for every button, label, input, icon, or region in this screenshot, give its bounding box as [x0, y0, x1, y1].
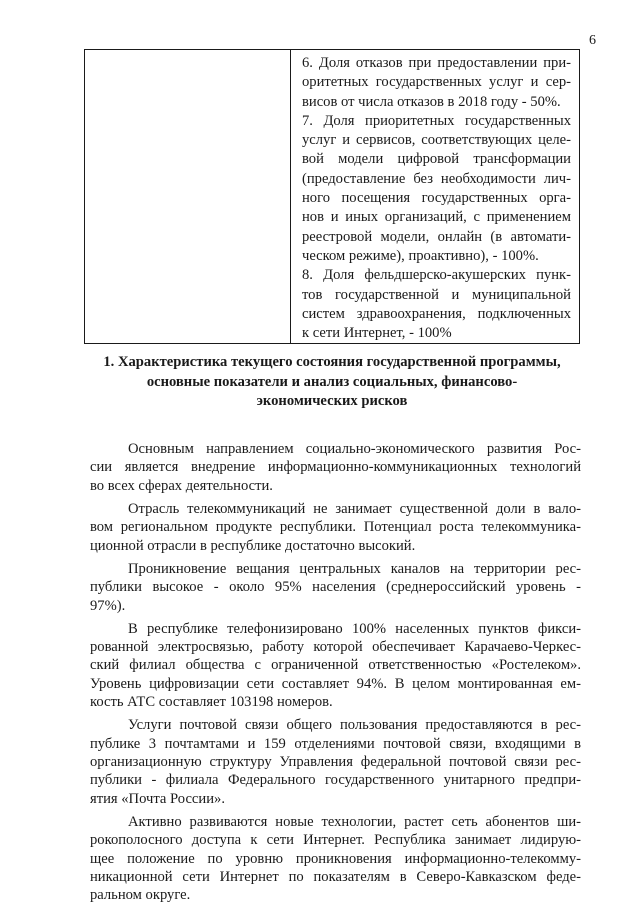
table-cell-line: висов от числа отказов в 2018 году - 50%.: [302, 93, 561, 110]
paragraph-line: Отрасль телекоммуникаций не занимает существенной доли в вало-: [128, 500, 581, 517]
paragraph-line: В республике телефонизировано 100% населенных пунктов фикси-: [128, 620, 581, 637]
paragraph: [90, 440, 581, 495]
paragraph-line: ский филиал общества с ограниченной ответственностью «Ростелеком».: [90, 657, 581, 674]
section-heading: [84, 353, 580, 412]
paragraph-line: Активно развиваются новые технологии, растет сеть абонентов ши-: [128, 813, 581, 830]
paragraph-line: ционной отрасли в республике достаточно высокий.: [90, 537, 416, 554]
table-cell-line: реестровой модели, онлайн (в автомати-: [302, 228, 571, 245]
paragraph-line: Услуги почтовой связи общего пользования предоставляются в рес-: [128, 717, 581, 734]
paragraph-line: во всех сферах деятельности.: [90, 477, 273, 494]
section-heading-line: 1. Характеристика текущего состояния государственной программы,: [103, 354, 561, 370]
paragraph: [90, 620, 581, 712]
table-cell-line: 8. Доля фельдшерско-акушерских пунк-: [302, 267, 571, 284]
table-cell-line: нов и иных организаций, с применением: [302, 209, 571, 226]
table-cell-line: ного посещения государственных орга-: [302, 190, 571, 207]
table-cell-empty: [85, 50, 291, 344]
table-cell-line: вой модели цифровой трансформации: [302, 151, 571, 168]
paragraph-line: рованной электросвязью, работу которой обеспечивает Карачаево-Черкес-: [90, 638, 581, 655]
paragraph: [90, 716, 581, 808]
table-cell-line: оритетных государственных услуг и сер-: [302, 74, 571, 91]
table-cell-line: систем здравоохранения, подключенных: [302, 305, 571, 322]
paragraph-line: никационной сети Интернет по показателям в Северо-Кавказском феде-: [90, 869, 581, 886]
indicators-table: [84, 49, 580, 344]
section-heading-line: основные показатели и анализ социальных, финансово-: [146, 373, 518, 390]
paragraph-line: щее положение по уровню проникновения информационно-телекомму-: [90, 850, 581, 867]
table-cell-line: услуг и сервисов, соответствующих целе-: [302, 132, 571, 149]
table-cell-indicators: [291, 50, 580, 344]
paragraph: [90, 560, 581, 615]
paragraph-line: публики высокое - около 95% населения (среднероссийский уровень -: [90, 579, 581, 596]
table-cell-line: к сети Интернет, - 100%: [302, 325, 452, 342]
paragraph: [90, 500, 581, 555]
paragraph: [90, 813, 581, 905]
paragraph-line: организационную структуру Управления федеральной почтовой связи рес-: [90, 754, 581, 770]
paragraph-line: ятия «Почта России».: [90, 790, 225, 807]
paragraph-line: публике 3 почтамтами и 159 отделениями почтовой связи, входящими в: [90, 735, 581, 752]
page-number: 6: [589, 33, 596, 48]
paragraph-line: публики - филиала Федерального государственного унитарного предпри-: [90, 772, 581, 789]
paragraph-line: вом региональном продукте республики. Потенциал роста телекоммуника-: [90, 519, 581, 536]
section-heading-line: экономических рисков: [256, 393, 408, 410]
table-cell-line: 7. Доля приоритетных государственных: [302, 112, 571, 129]
paragraph-line: Основным направлением социально-экономического развития Рос-: [128, 441, 581, 457]
table-cell-line: тов государственной и муниципальной: [302, 286, 571, 303]
body-text: [90, 440, 581, 910]
table-cell-line: ческом режиме), проактивно), - 100%.: [302, 247, 539, 264]
paragraph-line: кость АТС составляет 103198 номеров.: [90, 694, 333, 711]
table-row: [85, 50, 580, 344]
paragraph-line: 97%).: [90, 597, 126, 614]
table-cell-line: 6. Доля отказов при предоставлении при-: [302, 55, 571, 71]
paragraph-line: сии является внедрение информационно-коммуникационных технологий: [90, 459, 581, 476]
paragraph-line: Проникновение вещания центральных каналов на территории рес-: [128, 560, 581, 577]
paragraph-line: ральном округе.: [90, 887, 191, 904]
paragraph-line: рокополосного доступа к сети Интернет. Республика занимает лидирую-: [90, 832, 581, 849]
table-cell-line: (предоставление без необходимости лич-: [302, 170, 571, 187]
paragraph-line: Уровень цифровизации сети составляет 94%. В целом монтированная ем-: [90, 675, 581, 692]
